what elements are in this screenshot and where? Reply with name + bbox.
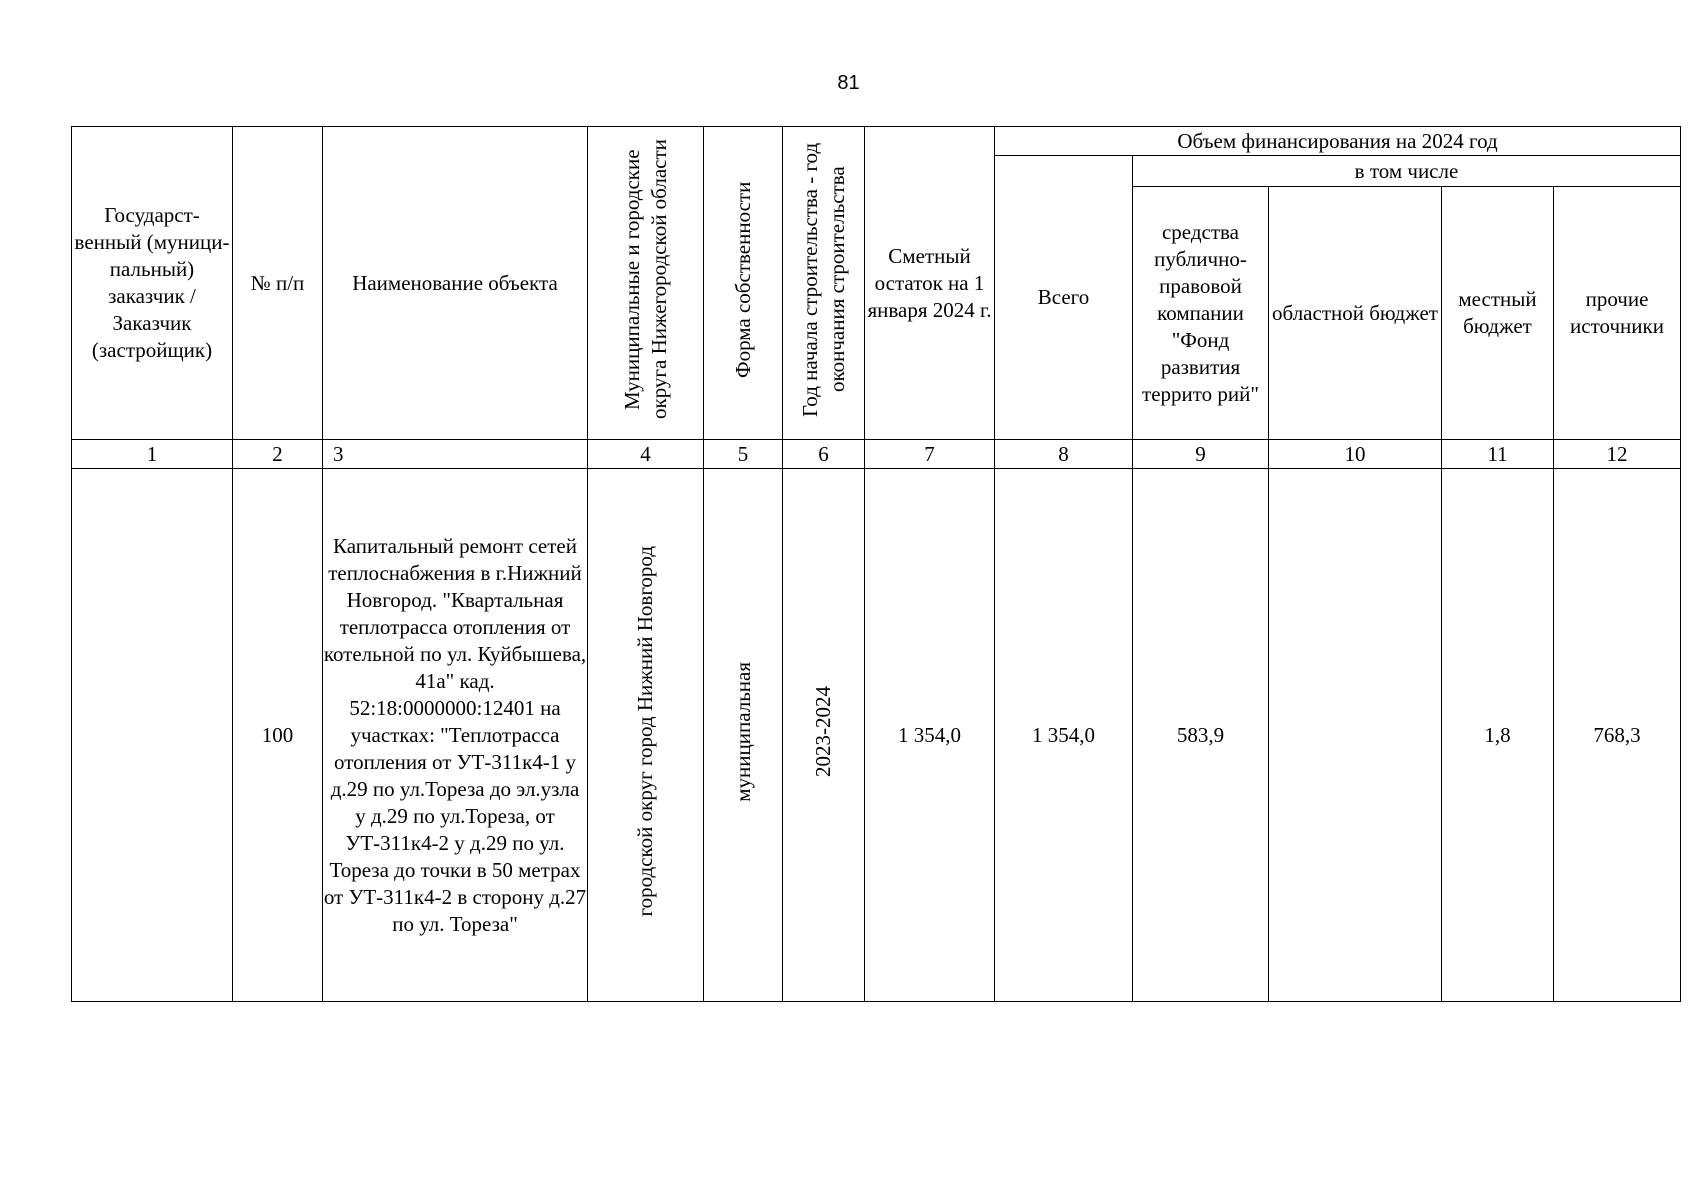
- header-regional: областной бюджет: [1269, 187, 1442, 440]
- cell-years: [783, 469, 865, 1002]
- cell-years-text: 2023-2024: [811, 686, 835, 777]
- cell-municipality: [588, 469, 704, 1002]
- header-including: в том числе: [1133, 156, 1681, 187]
- header-ownership-text: Форма собственности: [730, 181, 755, 378]
- column-number-row: [72, 440, 1681, 469]
- header-years: [783, 127, 865, 440]
- column-number: 4: [588, 440, 704, 469]
- column-number: 1: [72, 440, 233, 469]
- header-total: Всего: [995, 156, 1133, 440]
- column-number: 9: [1133, 440, 1269, 469]
- cell-other: 768,3: [1554, 469, 1681, 1002]
- header-object-name: Наименование объекта: [323, 127, 588, 440]
- cell-customer: [72, 469, 233, 1002]
- header-municipality-text: Муниципальные и городские округа Нижегородской области: [619, 139, 671, 420]
- cell-object-name: Капитальный ремонт сетей теплоснабжения в г.Нижний Новгород. "Квартальная теплотрасса отопления от котельной по ул. Куйбышева, 41а" кад. 52:18:0000000:12401 на участках: "Теплотрасса отопления от УТ-311к4-1 у д.29 по ул.Тореза до эл.узла у д.29 по ул.Тореза, от УТ-311к4-2 у д.29 по ул. Тореза до точки в 50 метрах от УТ-311к4-2 в сторону д.27 по ул. Тореза": [323, 469, 588, 1002]
- header-financing-group: Объем финансирования на 2024 год: [995, 127, 1681, 156]
- column-number: 11: [1442, 440, 1554, 469]
- header-local: местный бюджет: [1442, 187, 1554, 440]
- cell-item-no: 100: [233, 469, 323, 1002]
- header-other: прочие источники: [1554, 187, 1681, 440]
- cell-fund: 583,9: [1133, 469, 1269, 1002]
- column-number: 8: [995, 440, 1133, 469]
- header-municipality: [588, 127, 704, 440]
- financing-table: [71, 126, 1681, 1002]
- header-customer: Государст-венный (муници-пальный) заказчик / Заказчик (застройщик): [72, 127, 233, 440]
- cell-ownership-text: муниципальная: [730, 661, 755, 802]
- column-number: 3: [323, 440, 588, 469]
- cell-regional: [1269, 469, 1442, 1002]
- header-ownership: [704, 127, 783, 440]
- header-item-no: № п/п: [233, 127, 323, 440]
- column-number: 2: [233, 440, 323, 469]
- header-years-text: Год начала строительства - год окончания строительства: [797, 142, 849, 417]
- header-estimated-balance: Сметный остаток на 1 января 2024 г.: [865, 127, 995, 440]
- header-row-main: [72, 127, 1681, 156]
- page-number: 81: [837, 72, 860, 94]
- column-number: 5: [704, 440, 783, 469]
- column-number: 10: [1269, 440, 1442, 469]
- column-number: 12: [1554, 440, 1681, 469]
- cell-ownership: [704, 469, 783, 1002]
- header-fund: средства публично-правовой компании "Фонд развития террито рий": [1133, 187, 1269, 440]
- column-number: 6: [783, 440, 865, 469]
- cell-estimated-balance: 1 354,0: [865, 469, 995, 1002]
- column-number: 7: [865, 440, 995, 469]
- cell-local: 1,8: [1442, 469, 1554, 1002]
- table-row: [72, 469, 1681, 1002]
- cell-municipality-text: городской округ город Нижний Новгород: [633, 546, 657, 917]
- cell-total: 1 354,0: [995, 469, 1133, 1002]
